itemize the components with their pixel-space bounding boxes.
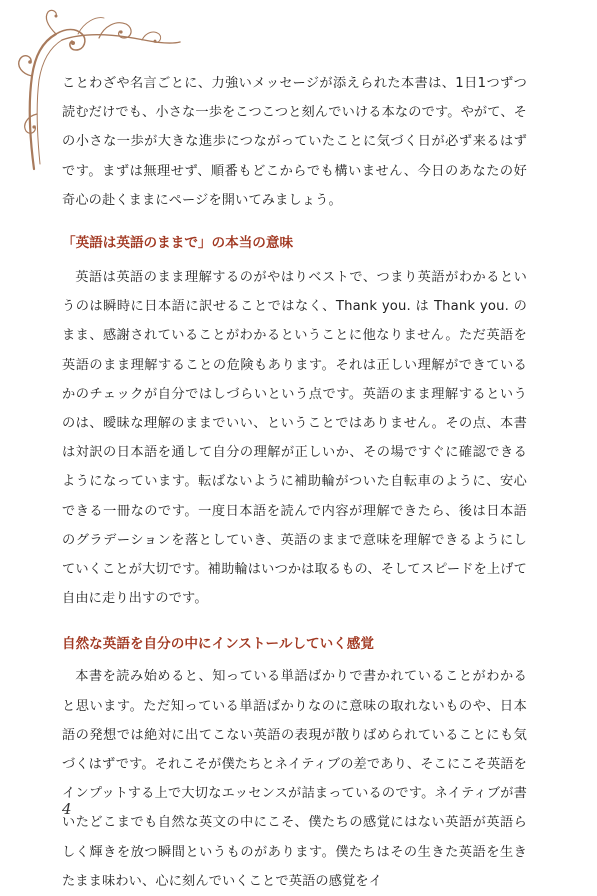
section-heading-english-as-english: 「英語は英語のままで」の本当の意味 bbox=[62, 235, 294, 252]
page-body bbox=[62, 69, 527, 896]
section-heading-natural-english: 自然な英語を自分の中にインストールしていく感覚 bbox=[62, 636, 374, 653]
section-body-natural-english: 本書を読み始めると、知っている単語ばかりで書かれていることがわかると思います。ただ知っている単語ばかりなのに意味の取れないものや、日本語の発想では絶対に出てこない英語の表現が散りばめられていることにも気づくはずです。それこそが僕たちとネイティブの差であり、そこにこそ英語をインプットする上で大切なエッセンスが詰まっているのです。ネイティブが書いたどこまでも自然な英文の中にこそ、僕たちの感覚にはない英語が英語らしく輝きを放つ瞬間というものがあります。僕たちはその生きた英語を生きたまま味わい、心に刻んでいくことで英語の感覚をイ bbox=[62, 669, 527, 889]
intro-paragraph: ことわざや名言ごとに、力強いメッセージが添えられた本書は、1日1つずつ読むだけでも、小さな一歩をこつこつと刻んでいける本なのです。やがて、その小さな一歩が大きな進歩につながっていたことに気づく日が必ず来るはずです。まずは無理せず、順番もどこからでも構いません、今日のあなたの好奇心の赴くままにページを開いてみましょう。 bbox=[62, 76, 527, 208]
section-body-english-as-english: 英語は英語のまま理解するのがやはりベストで、つまり英語がわかるというのは瞬時に日本語に訳せることではなく、Thank you. は Thank you. のまま、感謝されていることがわかるということに他なりません。ただ英語を英語のまま理解することの危険もあります。それは正しい理解ができているかのチェックが自分ではしづらいという点です。英語のまま理解するというのは、曖昧な理解のままでいい、ということではありません。その点、本書は対訳の日本語を通して自分の理解が正しいか、その場ですぐに確認できるようになっています。転ばないように補助輪がついた自転車のように、安心できる一冊なのです。一度日本語を読んで内容が理解できたら、後は日本語のグラデーションを落としていき、英語のままで意味を理解できるようにしていくことが大切です。補助輪はいつかは取るもの、そしてスピードを上げて自由に走り出すのです。 bbox=[62, 270, 527, 607]
page-number: 4 bbox=[62, 800, 72, 818]
